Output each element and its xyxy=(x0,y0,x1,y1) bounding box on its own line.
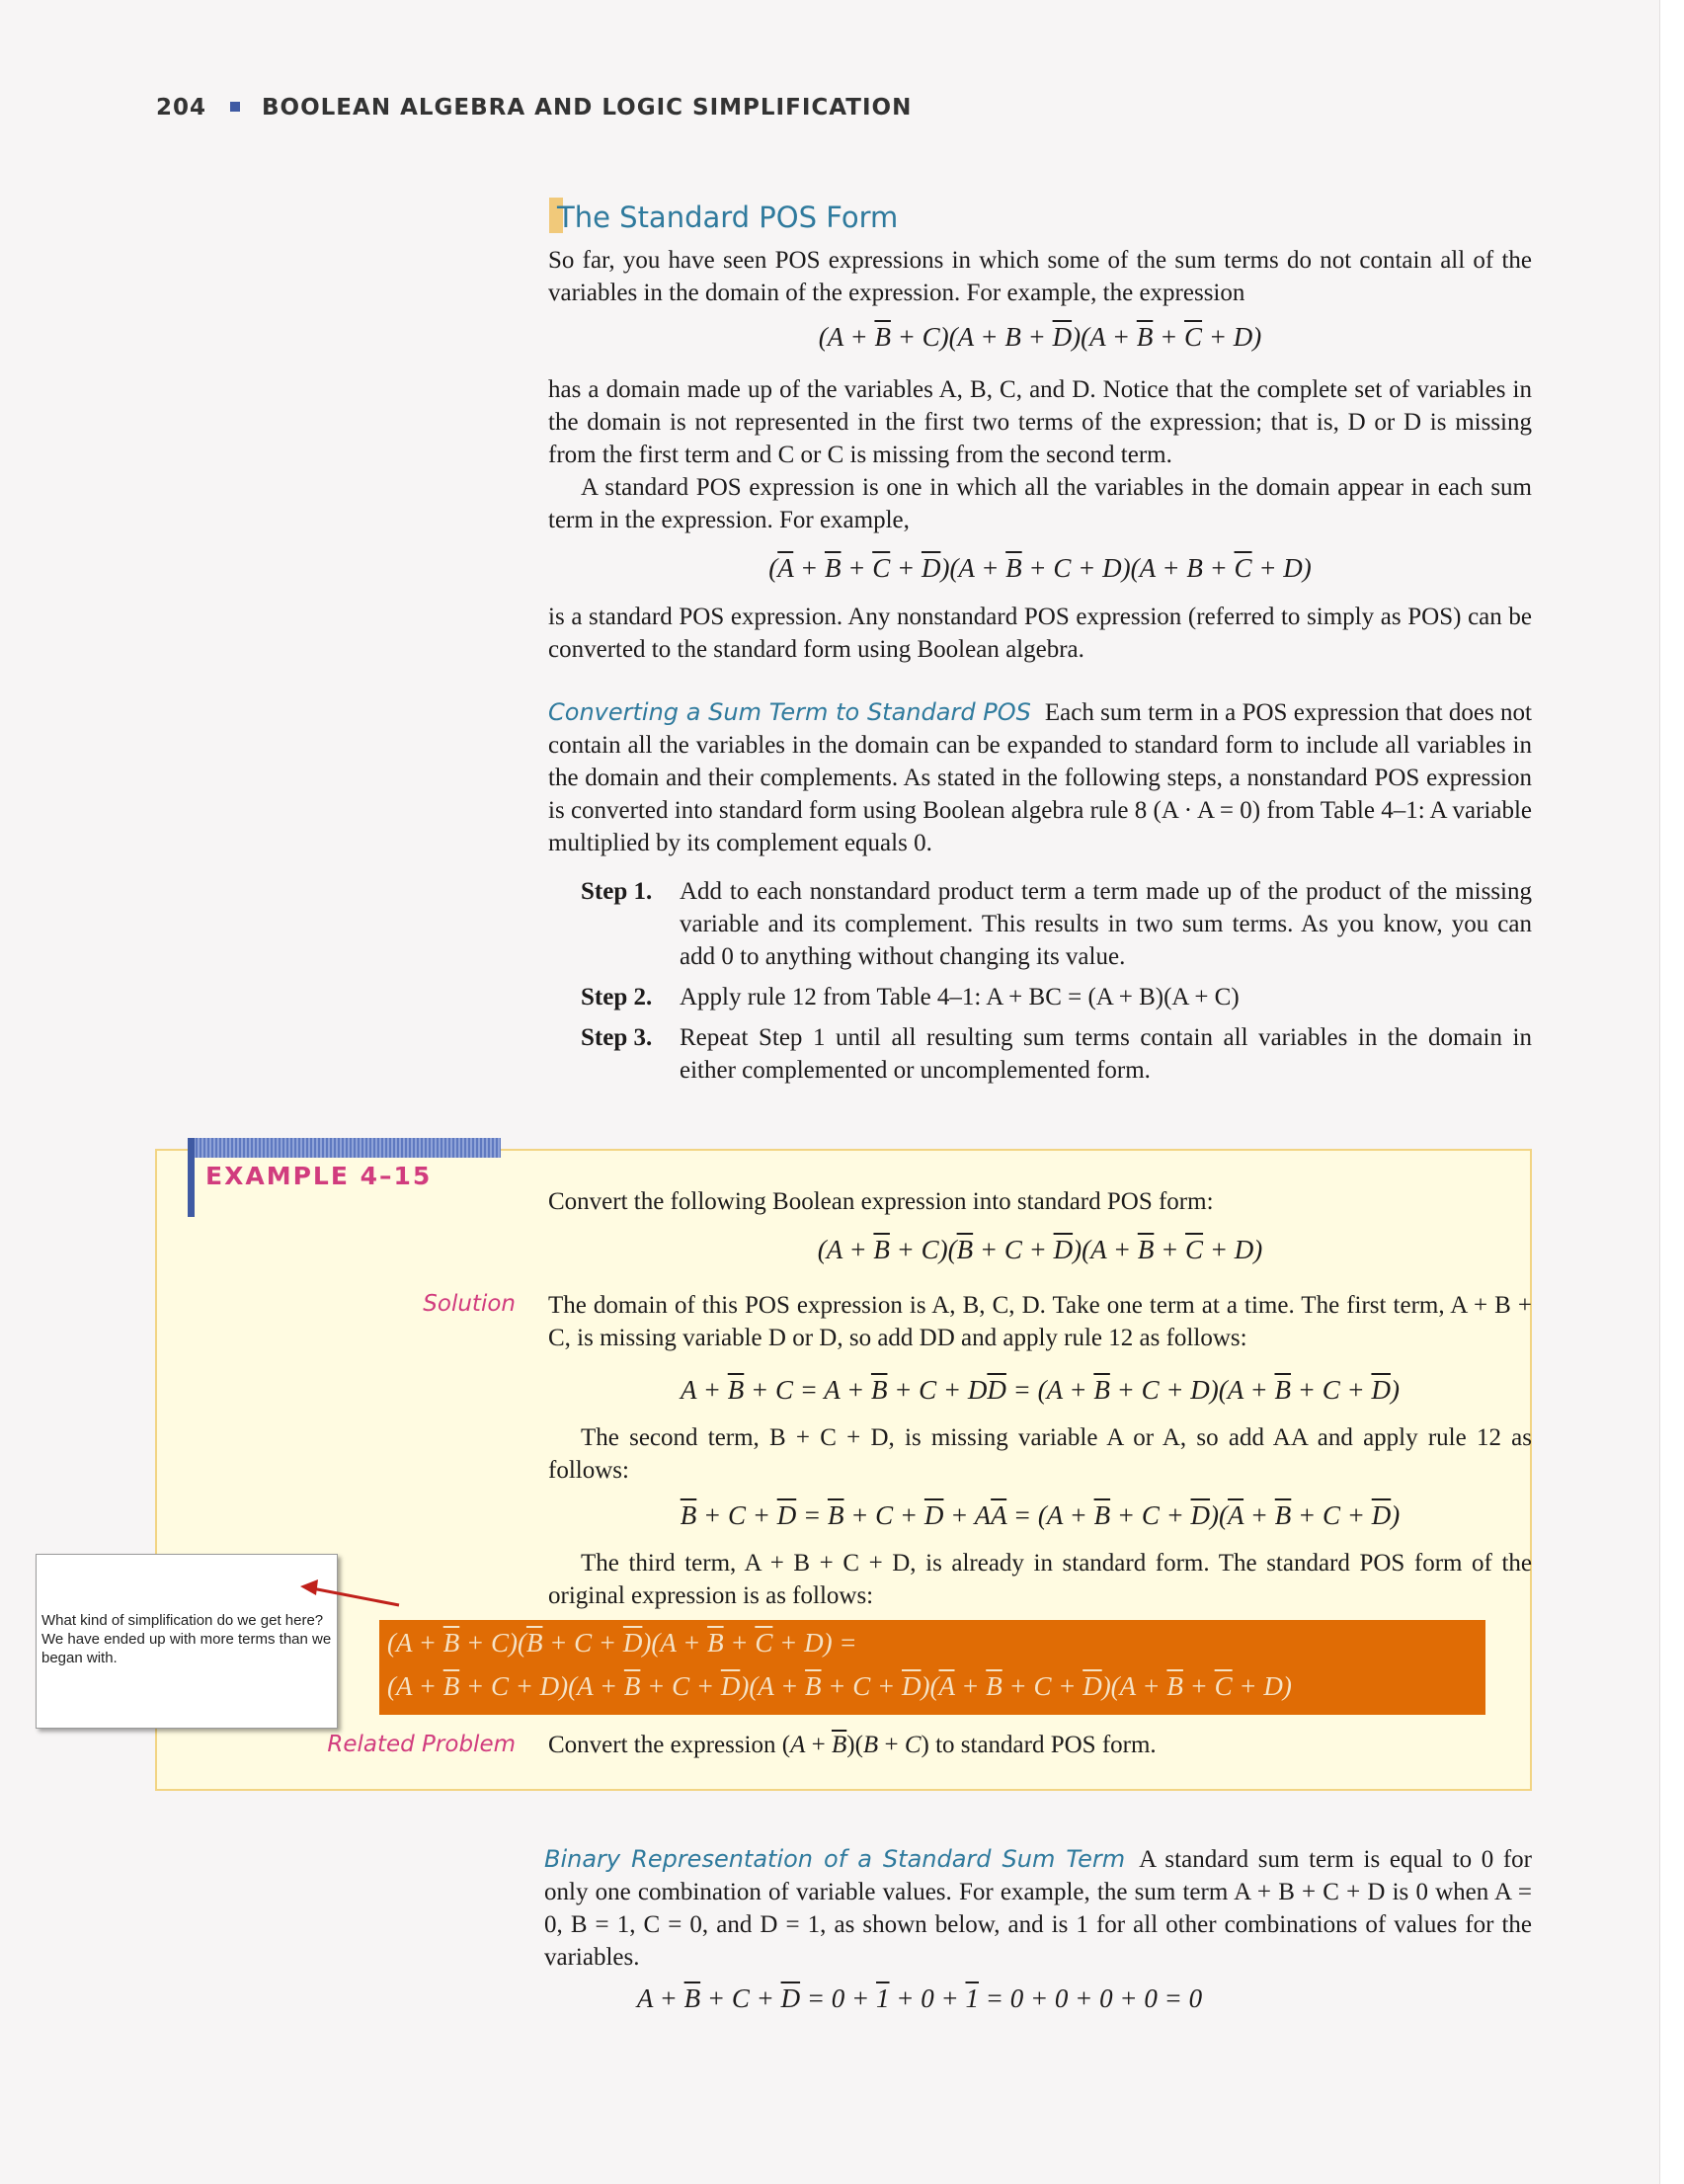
list-item: Step 3. Repeat Step 1 until all resulting sum terms contain all variables in the domain in either complemented or uncomplemented form. xyxy=(581,1024,1532,1084)
comment-note-text: What kind of simplification do we get here? We have ended up with more terms than we began with. xyxy=(41,1612,332,1666)
equation-nonstandard: $(A + \overline{B} + C)(A + B + \overline{D})(A + \overline{B} + \overline{C} + D)$ xyxy=(818,322,1262,352)
related-problem-text: Convert the expression $(A + \overline{B})(B + C)$ to standard POS form. xyxy=(548,1732,1157,1758)
section-heading: The Standard POS Form xyxy=(549,198,898,234)
final-expression-line2: $(A + \overline{B} + C + D)(A + \overline{B} + C + \overline{D})(A + \overline{B} + C + \overline{D})(\overline{A} + \overline{B} + C + \overline{D})(A + \overline{B} + \overline{C} + D)$ xyxy=(387,1671,1292,1701)
paragraph: has a domain made up of the variables A, B, C, and D. Notice that the complete set of variables in the domain is not represented in the first two terms of the expression; that is, D or D is missing from the first term and C or C is missing from the second term. xyxy=(548,376,1532,468)
solution-p1: The domain of this POS expression is A, B, C, D. Take one term at a time. The first term, A + B + C, is missing variable D or D, so add DD and apply rule 12 as follows: xyxy=(548,1292,1532,1351)
list-item: Step 1. Add to each nonstandard product term a term made up of the product of the missing variable and its complement. This results in two sum terms. As you know, you can add 0 to anything without changing its value. xyxy=(581,878,1532,970)
example-tick xyxy=(188,1138,195,1217)
related-problem-label: Related Problem xyxy=(327,1732,516,1757)
paragraph: is a standard POS expression. Any nonstandard POS expression (referred to simply as POS) can be converted to the standard form using Boolean algebra. xyxy=(548,604,1532,663)
solution-p2: The second term, B + C + D, is missing variable A or A, so add AA and apply rule 12 as follows: xyxy=(548,1424,1532,1484)
page-edge xyxy=(1659,0,1684,2184)
paragraph: A standard POS expression is one in which all the variables in the domain appear in each sum term in the expression. For example, xyxy=(548,474,1532,533)
equation-standard: $(\overline{A} + \overline{B} + \overline{C} + \overline{D})(A + \overline{B} + C + D)(A + B + \overline{C} + D)$ xyxy=(768,553,1312,583)
running-header xyxy=(156,95,912,121)
chapter-title: BOOLEAN ALGEBRA AND LOGIC SIMPLIFICATION xyxy=(262,95,913,121)
related-problem xyxy=(548,1729,1532,1761)
runin-heading: Binary Representation of a Standard Sum Term xyxy=(544,1845,1126,1873)
converting-paragraph: Converting a Sum Term to Standard POS Each sum term in a POS expression that does not contain all the variables in the domain can be expanded to standard form to include all variables in the domain and their complements. As stated in the following steps, a nonstandard POS expression is converted into standard form using Boolean algebra rule 8 (A · A = 0) from Table 4–1: A variable multiplied by its complement equals 0. xyxy=(548,698,1532,856)
binary-equation: $A + \overline{B} + C + \overline{D} = 0 + 1 + 0 + 1 = 0 + 0 + 0 + 0 = 0$ xyxy=(636,1983,1203,2013)
section-body xyxy=(548,373,1532,536)
steps-list xyxy=(581,875,1532,1094)
solution-p3: The third term, A + B + C + D, is already in standard form. The standard POS form of the original expression is as follows: xyxy=(548,1550,1532,1609)
runin-heading: Converting a Sum Term to Standard POS xyxy=(548,698,1031,726)
section-body-2 xyxy=(548,601,1532,666)
final-expression-line1: $(A + \overline{B} + C)(\overline{B} + C + \overline{D})(A + \overline{B} + \overline{C} + D)$ = xyxy=(387,1628,857,1658)
example-bar xyxy=(188,1138,501,1158)
example-expression: $(A + \overline{B} + C)(\overline{B} + C + \overline{D})(A + \overline{B} + \overline{C} + D)$ xyxy=(817,1235,1263,1264)
annotation-arrow-icon xyxy=(296,1578,405,1608)
paragraph: So far, you have seen POS expressions in which some of the sum terms do not contain all of the variables in the domain of the expression. For example, the expression xyxy=(548,247,1532,306)
solution-eq1: $A + \overline{B} + C = A + \overline{B} + C + D\overline{D} = (A + \overline{B} + C + D)(A + \overline{B} + C + \overline{D})$ xyxy=(681,1375,1400,1405)
page-number: 204 xyxy=(156,95,207,121)
bullet-square-icon xyxy=(230,102,240,112)
section-intro xyxy=(548,244,1532,309)
solution-eq2: $\overline{B} + C + \overline{D} = \overline{B} + C + \overline{D} + A\overline{A} = (A + \overline{B} + C + \overline{D})(\overline{A} + \overline{B} + C + \overline{D})$ xyxy=(680,1500,1401,1530)
solution-label: Solution xyxy=(423,1291,516,1317)
comment-note[interactable] xyxy=(36,1554,338,1729)
example-intro: Convert the following Boolean expression into standard POS form: xyxy=(548,1188,1214,1215)
binary-paragraph: Binary Representation of a Standard Sum Term A standard sum term is equal to 0 for only one combination of variable values. For example, the sum term A + B + C + D is 0 when A = 0, B = 1, C = 0, and D = 1, as shown below, and is 1 for all other combinations of values for the variables. xyxy=(544,1845,1533,1971)
list-item: Step 2. Apply rule 12 from Table 4–1: A + BC = (A + B)(A + C) xyxy=(581,984,1240,1011)
example-title: EXAMPLE 4–15 xyxy=(205,1162,433,1190)
